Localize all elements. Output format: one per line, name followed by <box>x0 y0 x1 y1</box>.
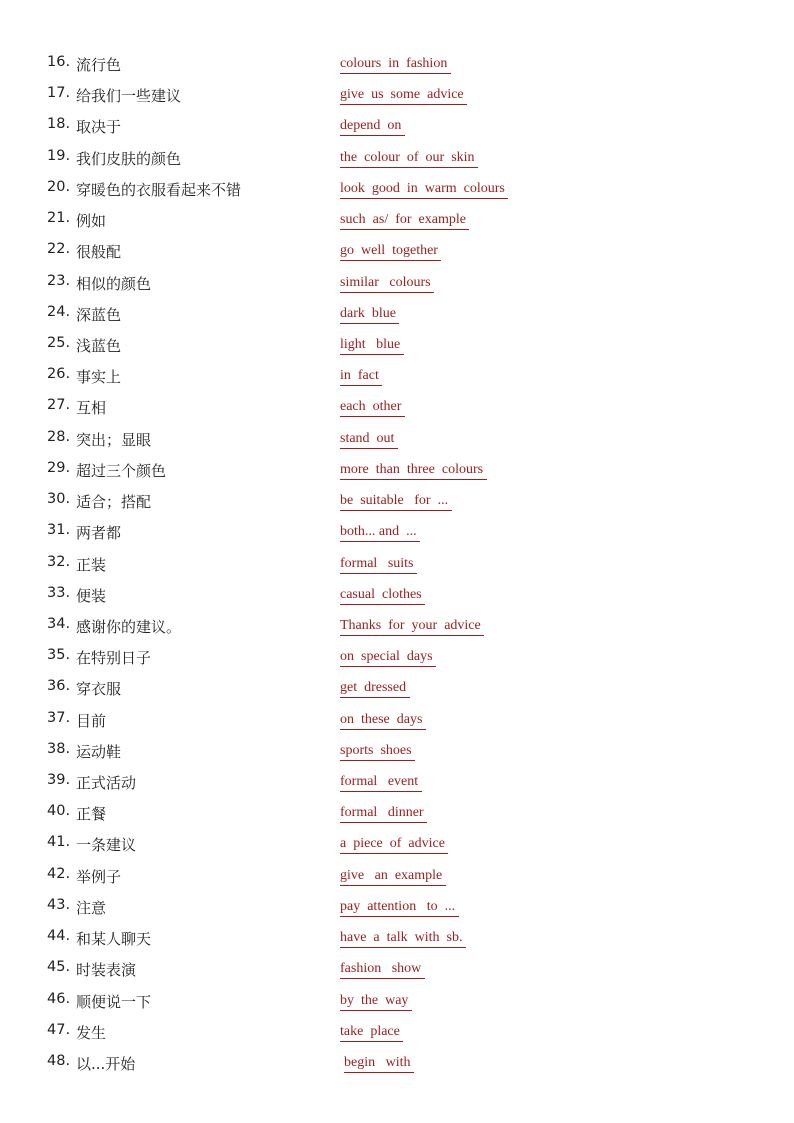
vocab-row <box>0 391 794 422</box>
item-number: 31. <box>47 522 71 539</box>
vocab-row <box>0 48 794 79</box>
item-number: 40. <box>47 803 71 820</box>
english-answer: a piece of advice <box>340 836 448 854</box>
english-answer: give us some advice <box>340 87 467 105</box>
english-answer: both... and ... <box>340 524 420 542</box>
item-number: 22. <box>47 241 71 258</box>
chinese-phrase: 两者都 <box>76 524 122 543</box>
english-answer: formal dinner <box>340 805 427 823</box>
chinese-phrase: 运动鞋 <box>76 742 122 761</box>
chinese-phrase: 很般配 <box>76 243 122 262</box>
vocab-row <box>0 672 794 703</box>
item-number: 36. <box>47 678 71 695</box>
english-answer: dark blue <box>340 306 399 324</box>
english-answer: on these days <box>340 712 426 730</box>
chinese-phrase: 适合；搭配 <box>76 493 152 512</box>
item-number: 37. <box>47 709 71 726</box>
item-number: 33. <box>47 584 71 601</box>
chinese-phrase: 浅蓝色 <box>76 336 122 355</box>
item-number: 26. <box>47 366 71 383</box>
vocab-row <box>0 1016 794 1047</box>
chinese-phrase: 取决于 <box>76 118 122 137</box>
english-answer: begin with <box>344 1055 414 1073</box>
english-answer: have a talk with sb. <box>340 930 466 948</box>
english-answer: in fact <box>340 368 382 386</box>
chinese-phrase: 互相 <box>76 399 107 418</box>
english-answer: similar colours <box>340 275 434 293</box>
item-number: 44. <box>47 928 71 945</box>
chinese-phrase: 穿衣服 <box>76 680 122 699</box>
vocab-row <box>0 860 794 891</box>
item-number: 24. <box>47 303 71 320</box>
vocab-row <box>0 610 794 641</box>
chinese-phrase: 相似的颜色 <box>76 274 152 293</box>
english-answer: on special days <box>340 649 436 667</box>
vocab-row <box>0 360 794 391</box>
chinese-phrase: 正装 <box>76 555 107 574</box>
item-number: 38. <box>47 740 71 757</box>
chinese-phrase: 给我们一些建议 <box>76 87 182 106</box>
item-number: 18. <box>47 116 71 133</box>
vocab-row <box>0 828 794 859</box>
item-number: 45. <box>47 959 71 976</box>
vocab-row <box>0 423 794 454</box>
item-number: 43. <box>47 896 71 913</box>
english-answer: the colour of our skin <box>340 150 478 168</box>
vocab-row <box>0 891 794 922</box>
vocab-row <box>0 953 794 984</box>
chinese-phrase: 便装 <box>76 586 107 605</box>
item-number: 42. <box>47 865 71 882</box>
chinese-phrase: 流行色 <box>76 56 122 74</box>
chinese-phrase: 穿暖色的衣服看起来不错 <box>76 180 242 199</box>
item-number: 48. <box>47 1053 71 1069</box>
english-answer: more than three colours <box>340 462 487 480</box>
chinese-phrase: 例如 <box>76 212 107 231</box>
chinese-phrase: 深蓝色 <box>76 305 122 324</box>
item-number: 19. <box>47 147 71 164</box>
vocab-row <box>0 173 794 204</box>
item-number: 16. <box>47 54 71 70</box>
vocab-row <box>0 922 794 953</box>
item-number: 41. <box>47 834 71 851</box>
item-number: 46. <box>47 990 71 1007</box>
english-answer: take place <box>340 1024 403 1042</box>
vocab-row <box>0 735 794 766</box>
chinese-phrase: 举例子 <box>76 867 122 886</box>
chinese-phrase: 以...开始 <box>76 1055 136 1073</box>
item-number: 27. <box>47 397 71 414</box>
vocab-row <box>0 579 794 610</box>
english-answer: formal suits <box>340 556 417 574</box>
chinese-phrase: 在特别日子 <box>76 649 152 668</box>
chinese-phrase: 我们皮肤的颜色 <box>76 149 182 168</box>
english-answer: get dressed <box>340 680 410 698</box>
english-answer: look good in warm colours <box>340 181 508 199</box>
english-answer: by the way <box>340 993 412 1011</box>
vocab-row <box>0 235 794 266</box>
english-answer: such as/ for example <box>340 212 469 230</box>
chinese-phrase: 超过三个颜色 <box>76 461 167 480</box>
english-answer: each other <box>340 399 405 417</box>
item-number: 23. <box>47 272 71 289</box>
vocab-row <box>0 298 794 329</box>
item-number: 29. <box>47 459 71 476</box>
english-answer: colours in fashion <box>340 56 451 74</box>
vocab-row <box>0 329 794 360</box>
english-answer: stand out <box>340 431 398 449</box>
vocab-row <box>0 797 794 828</box>
vocab-row <box>0 110 794 141</box>
vocab-row <box>0 548 794 579</box>
vocab-row <box>0 704 794 735</box>
item-number: 28. <box>47 428 71 445</box>
chinese-phrase: 正式活动 <box>76 774 137 793</box>
chinese-phrase: 正餐 <box>76 805 107 824</box>
chinese-phrase: 和某人聊天 <box>76 930 152 949</box>
item-number: 21. <box>47 210 71 227</box>
item-number: 17. <box>47 85 71 102</box>
vocab-row <box>0 79 794 110</box>
item-number: 25. <box>47 334 71 351</box>
chinese-phrase: 一条建议 <box>76 836 137 855</box>
english-answer: depend on <box>340 118 405 136</box>
chinese-phrase: 感谢你的建议。 <box>76 617 182 636</box>
vocab-row <box>0 204 794 235</box>
item-number: 32. <box>47 553 71 570</box>
chinese-phrase: 顺便说一下 <box>76 992 152 1011</box>
item-number: 34. <box>47 615 71 632</box>
chinese-phrase: 突出；显眼 <box>76 430 152 449</box>
english-answer: formal event <box>340 774 422 792</box>
english-answer: pay attention to ... <box>340 899 459 917</box>
vocab-row <box>0 485 794 516</box>
vocab-row <box>0 142 794 173</box>
item-number: 39. <box>47 772 71 789</box>
vocab-row <box>0 267 794 298</box>
vocab-row <box>0 985 794 1016</box>
vocab-row <box>0 641 794 672</box>
vocab-row <box>0 454 794 485</box>
chinese-phrase: 注意 <box>76 898 107 917</box>
chinese-phrase: 发生 <box>76 1023 107 1042</box>
english-answer: sports shoes <box>340 743 415 761</box>
chinese-phrase: 事实上 <box>76 368 122 387</box>
chinese-phrase: 目前 <box>76 711 107 730</box>
english-answer: casual clothes <box>340 587 425 605</box>
english-answer: Thanks for your advice <box>340 618 484 636</box>
chinese-phrase: 时装表演 <box>76 961 137 980</box>
english-answer: fashion show <box>340 961 425 979</box>
english-answer: light blue <box>340 337 404 355</box>
item-number: 47. <box>47 1021 71 1038</box>
english-answer: go well together <box>340 243 441 261</box>
vocab-row <box>0 766 794 797</box>
vocab-row <box>0 1047 794 1078</box>
item-number: 20. <box>47 178 71 195</box>
english-answer: be suitable for ... <box>340 493 452 511</box>
item-number: 30. <box>47 491 71 508</box>
item-number: 35. <box>47 647 71 664</box>
english-answer: give an example <box>340 868 446 886</box>
vocabulary-list <box>0 48 794 1078</box>
vocab-row <box>0 516 794 547</box>
